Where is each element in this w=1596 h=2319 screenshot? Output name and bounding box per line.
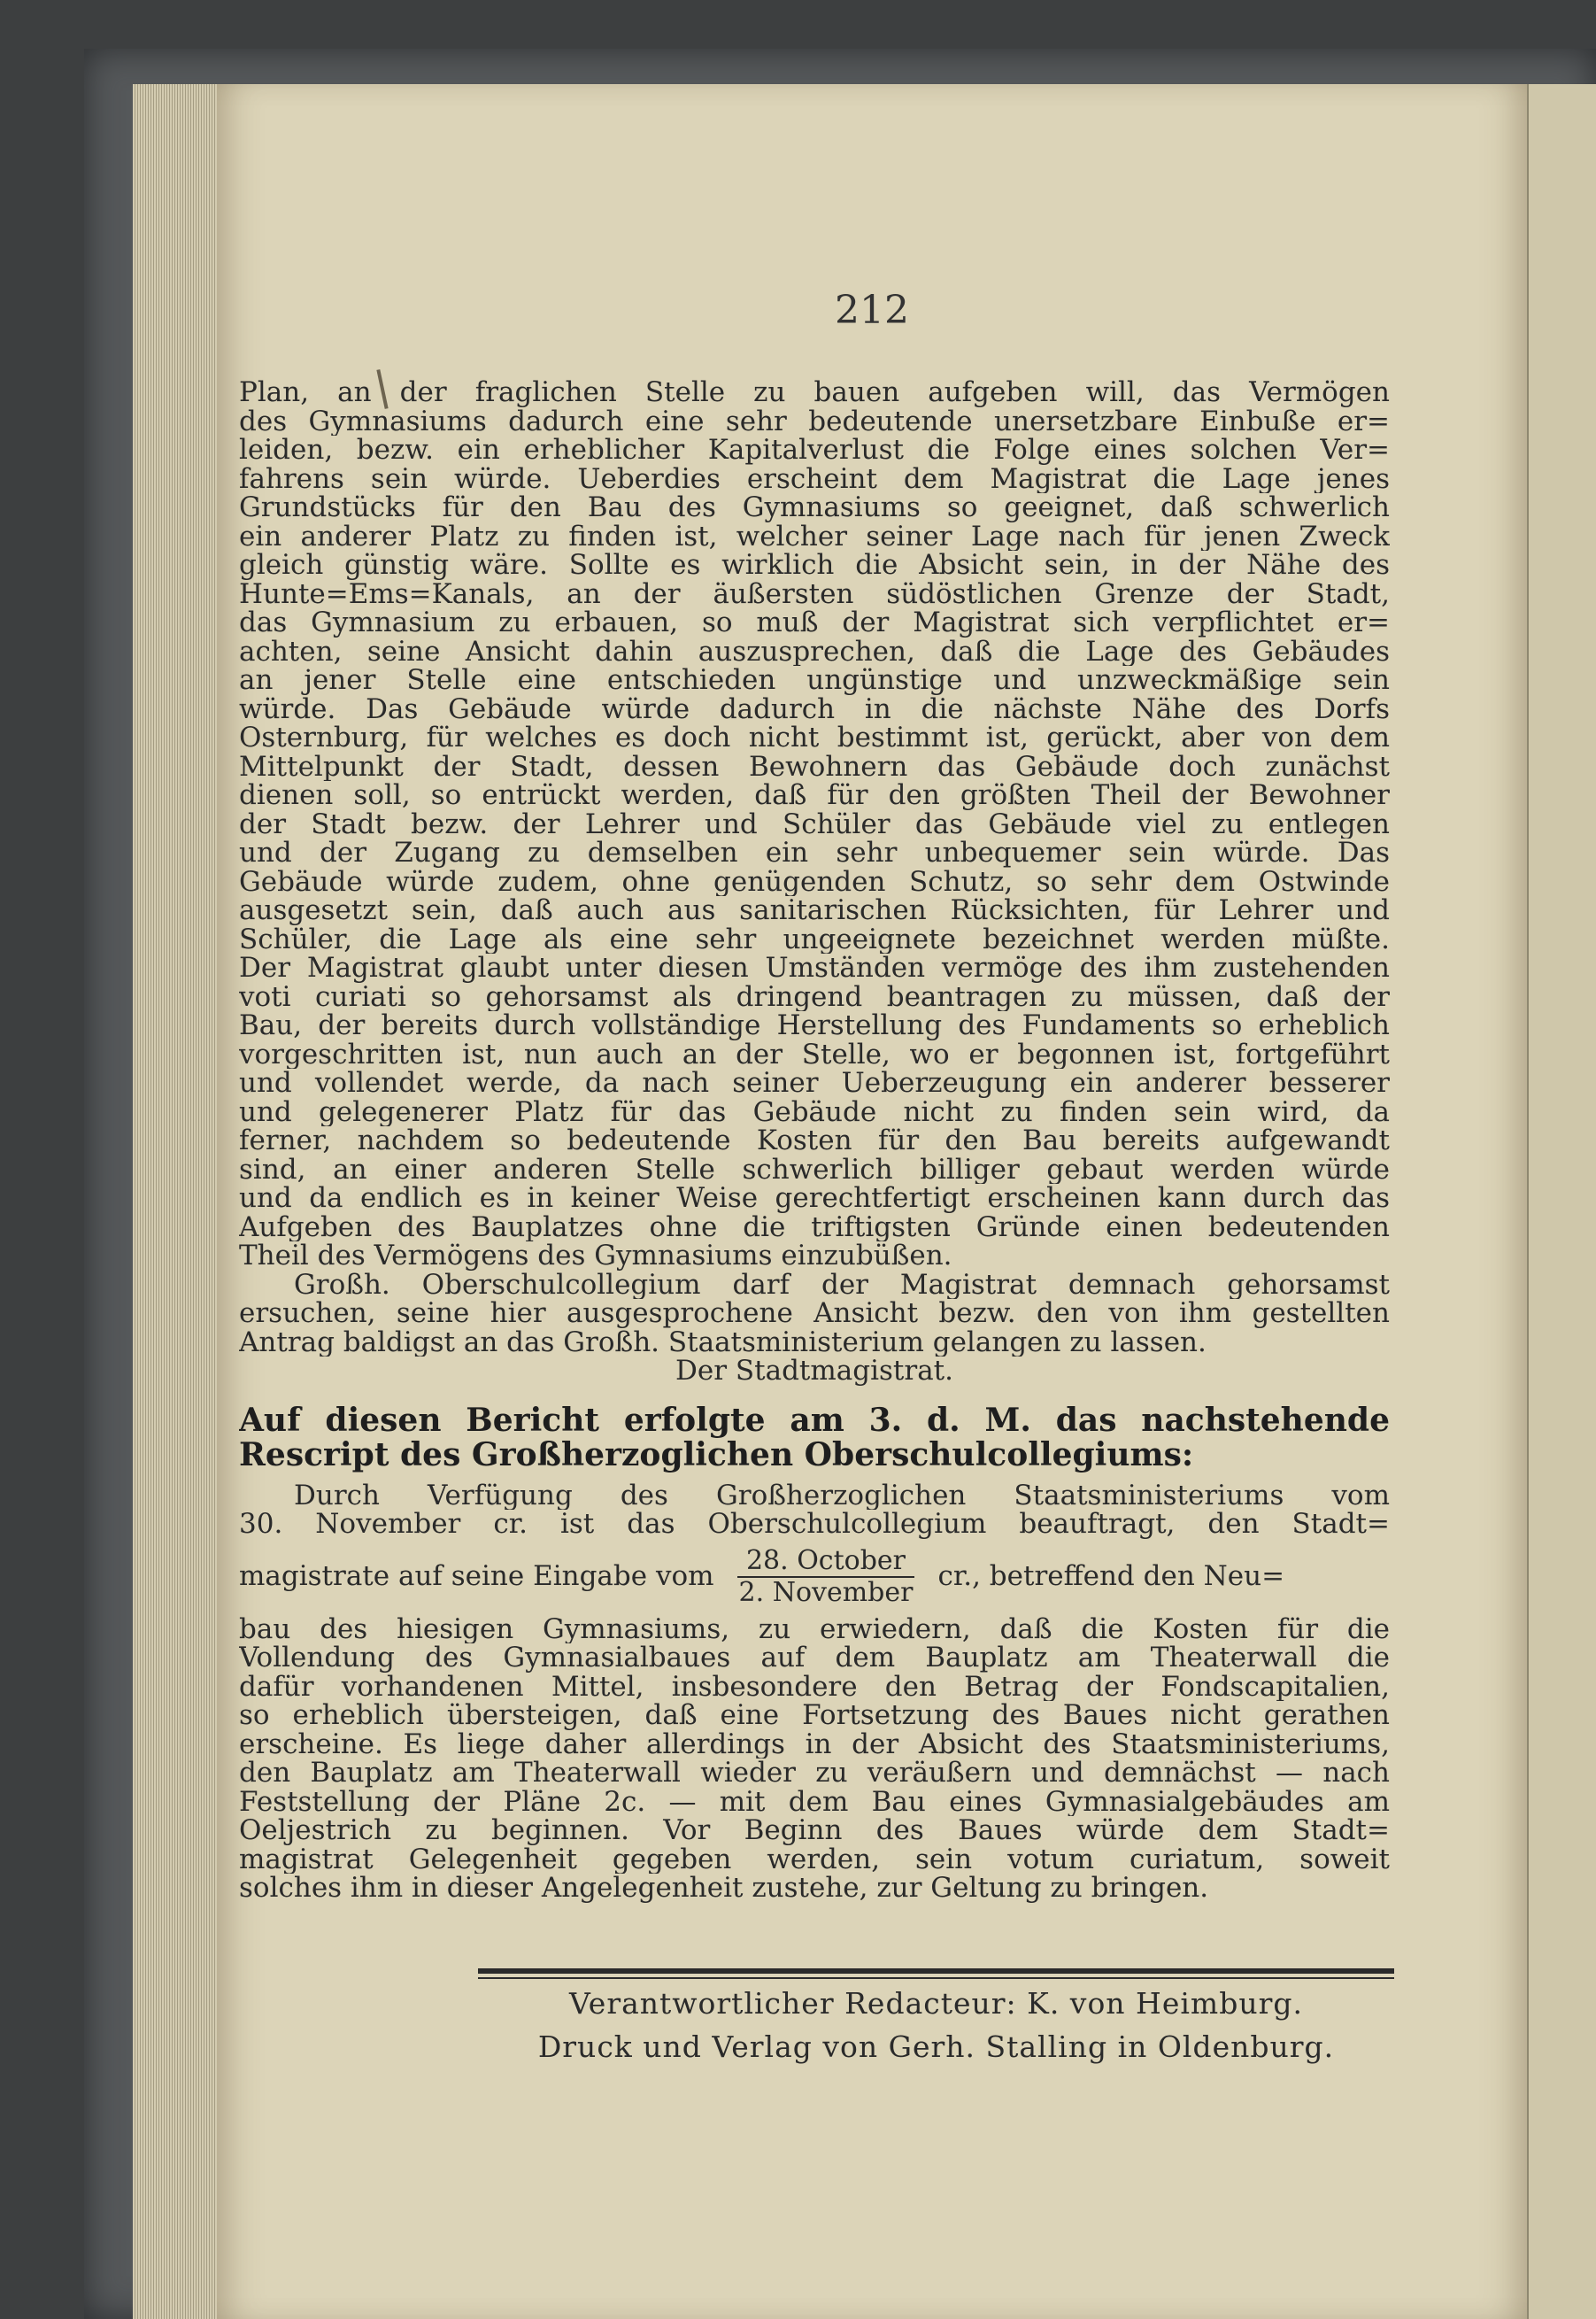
text-line: ein anderer Platz zu finden ist, welcher seiner Lage nach für jenen Zweck [239, 522, 1390, 551]
text-line: ersuchen, seine hier ausgesprochene Ansicht bezw. den von ihm gestellten [239, 1299, 1390, 1328]
text-line: das Gymnasium zu erbauen, so muß der Magistrat sich verpflichtet er= [239, 608, 1390, 638]
text-line: voti curiati so gehorsamst als dringend beantragen zu müssen, daß der [239, 982, 1390, 1011]
text-line: und der Zugang zu demselben ein sehr unbequemer sein würde. Das [239, 839, 1390, 868]
document-body [239, 378, 1390, 1903]
footer-publisher: Druck und Verlag von Gerh. Stalling in Oldenburg. [537, 2029, 1335, 2064]
text-line: Plan, an der fraglichen Stelle zu bauen aufgeben will, das Vermögen [239, 378, 1390, 407]
text-line: Antrag baldigst an das Großh. Staatsministerium gelangen zu lassen. [239, 1327, 1207, 1357]
text-line: leiden, bezw. ein erheblicher Kapitalverlust die Folge eines solchen Ver= [239, 436, 1390, 465]
text-line: an jener Stelle eine entschieden ungünstige und unzweckmäßige sein [239, 666, 1390, 695]
text-line: würde. Das Gebäude würde dadurch in die nächste Nähe des Dorfs [239, 694, 1390, 723]
text-line: und gelegenerer Platz für das Gebäude nicht zu finden sein wird, da [239, 1097, 1390, 1126]
text-line: magistrat Gelegenheit gegeben werden, sein votum curiatum, soweit [239, 1844, 1390, 1874]
text-line: Schüler, die Lage als eine sehr ungeeignete bezeichnet werden müßte. [239, 924, 1390, 954]
text-line: erscheine. Es liege daher allerdings in der Absicht des Staatsministeriums, [239, 1729, 1390, 1759]
text-line: Der Magistrat glaubt unter diesen Umständen vermöge des ihm zustehenden [239, 954, 1390, 983]
page-number: 212 [835, 288, 909, 333]
report-paragraph [239, 378, 1390, 1271]
text-line: fahrens sein würde. Ueberdies erscheint dem Magistrat die Lage jenes [239, 464, 1390, 493]
text-line: den Bauplatz am Theaterwall wieder zu veräußern und demnächst — nach [239, 1759, 1390, 1788]
text-line: gleich günstig wäre. Sollte es wirklich die Absicht sein, in der Nähe des [239, 551, 1390, 580]
text-line: und vollendet werde, da nach seiner Ueberzeugung ein anderer besserer [239, 1069, 1390, 1098]
text-line: Aufgeben des Bauplatzes ohne die triftigsten Gründe einen bedeutenden [239, 1212, 1390, 1241]
text-line: dienen soll, so entrückt werden, daß für den größten Theil der Bewohner [239, 781, 1390, 810]
text-line: Grundstücks für den Bau des Gymnasiums so geeignet, daß schwerlich [239, 493, 1390, 522]
date-fraction [730, 1546, 922, 1608]
text-line: Durch Verfügung des Großherzoglichen Staatsministeriums vom [294, 1480, 1390, 1510]
text-line: und da endlich es in keiner Weise gerechtfertigt erscheinen kann durch das [239, 1184, 1390, 1213]
text-line: Großh. Oberschulcollegium darf der Magistrat demnach gehorsamst [294, 1270, 1390, 1299]
heading-line: Rescript des Großherzoglichen Oberschulcollegiums: [239, 1437, 1194, 1473]
text-line: Bau, der bereits durch vollständige Herstellung des Fundaments so erheblich [239, 1011, 1390, 1040]
section-heading [239, 1403, 1390, 1473]
text-line: der Stadt bezw. der Lehrer und Schüler das Gebäude viel zu entlegen [239, 809, 1390, 839]
text-line: vorgeschritten ist, nun auch an der Stelle, wo er begonnen ist, fortgeführt [239, 1040, 1390, 1069]
text-line: ausgesetzt sein, daß auch aus sanitarischen Rücksichten, für Lehrer und [239, 896, 1390, 925]
text-line: Osternburg, für welches es doch nicht bestimmt ist, gerückt, aber von dem [239, 723, 1390, 753]
text-line: solches ihm in dieser Angelegenheit zustehe, zur Geltung zu bringen. [239, 1874, 1209, 1903]
fraction-numerator: 28. October [737, 1546, 914, 1578]
page-edges [133, 84, 221, 2319]
fraction-line-after: cr., betreffend den Neu= [937, 1560, 1285, 1593]
text-line: Vollendung des Gymnasialbaues auf dem Bauplatz am Theaterwall die [239, 1643, 1390, 1673]
text-line: sind, an einer anderen Stelle schwerlich billiger gebaut werden würde [239, 1155, 1390, 1184]
text-line: Theil des Vermögens des Gymnasiums einzubüßen. [239, 1241, 952, 1271]
footer-rule-thick [478, 1968, 1394, 1974]
footer-editor: Verantwortlicher Redacteur: K. von Heimburg. [569, 1986, 1303, 2021]
text-line: so erheblich übersteigen, daß eine Fortsetzung des Baues nicht gerathen [239, 1701, 1390, 1730]
rescript-paragraph [239, 1615, 1390, 1903]
footer-rule-thin [478, 1977, 1394, 1979]
text-line: Feststellung der Pläne 2c. — mit dem Bau eines Gymnasialgebäudes am [239, 1787, 1390, 1816]
facing-page-edge [1527, 84, 1596, 2319]
text-line: achten, seine Ansicht dahin auszusprechen, daß die Lage des Gebäudes [239, 637, 1390, 666]
text-line: Mittelpunkt der Stadt, dessen Bewohnern das Gebäude doch zunächst [239, 752, 1390, 781]
text-line: 30. November cr. ist das Oberschulcollegium beauftragt, den Stadt= [239, 1510, 1390, 1539]
fraction-line-before: magistrate auf seine Eingabe vom [239, 1560, 714, 1593]
fraction-line [239, 1539, 1390, 1615]
rescript-intro [239, 1481, 1390, 1539]
heading-line: Auf diesen Bericht erfolgte am 3. d. M. das nachstehende [239, 1403, 1390, 1438]
fraction-denominator: 2. November [738, 1576, 914, 1608]
text-line: Gebäude würde zudem, ohne genügenden Schutz, so sehr dem Ostwinde [239, 867, 1390, 896]
text-line: dafür vorhandenen Mittel, insbesondere den Betrag der Fondscapitalien, [239, 1672, 1390, 1701]
text-line: des Gymnasiums dadurch eine sehr bedeutende unersetzbare Einbuße er= [239, 406, 1390, 436]
text-line: Oeljestrich zu beginnen. Vor Beginn des Baues würde dem Stadt= [239, 1816, 1390, 1845]
text-line: bau des hiesigen Gymnasiums, zu erwiedern, daß die Kosten für die [239, 1614, 1390, 1643]
text-line: ferner, nachdem so bedeutende Kosten für den Bau bereits aufgewandt [239, 1126, 1390, 1156]
closing-paragraph [239, 1271, 1390, 1357]
text-line: Hunte=Ems=Kanals, an der äußersten südöstlichen Grenze der Stadt, [239, 579, 1390, 608]
signature: Der Stadtmagistrat. [675, 1355, 953, 1387]
